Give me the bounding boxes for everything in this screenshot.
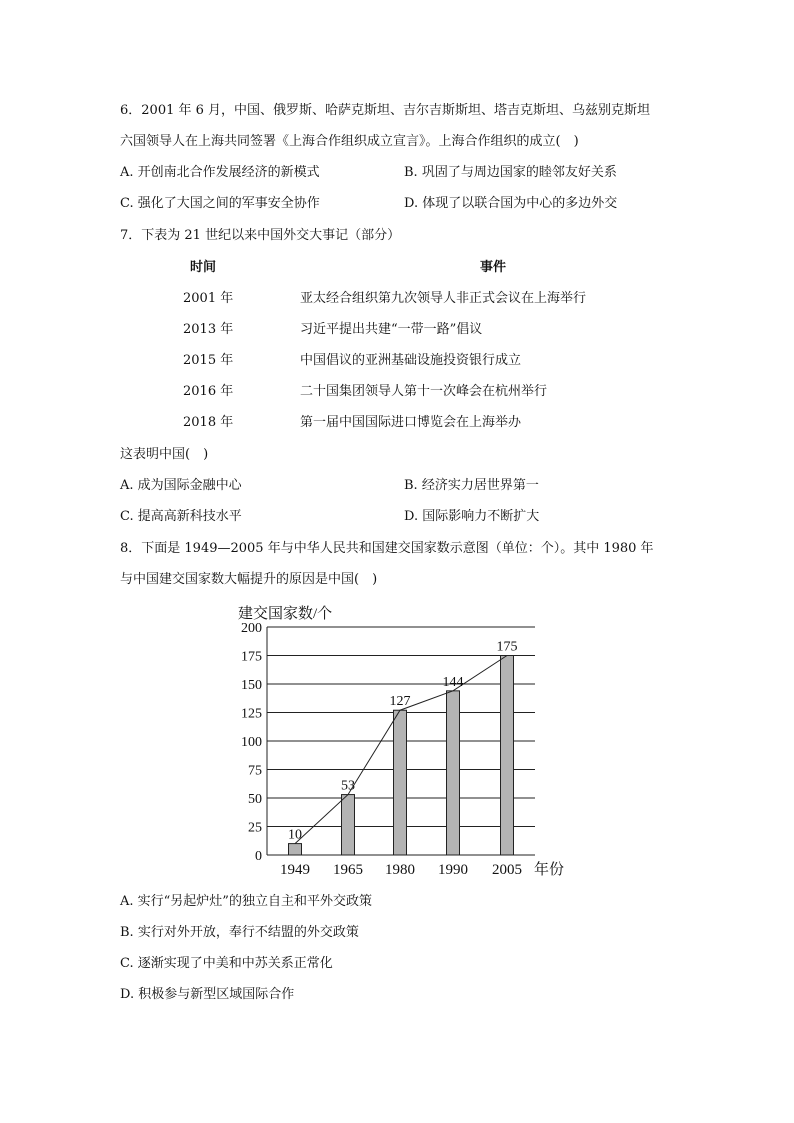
q8-stem-line2: 与中国建交国家数大幅提升的原因是中国( ) [120, 572, 378, 587]
data-label-1990: 144 [442, 674, 464, 690]
data-label-2005: 175 [496, 639, 518, 655]
y-tick-label: 100 [241, 735, 262, 750]
q7-option-d[interactable]: D. 国际影响力不断扩大 [404, 509, 540, 524]
chart-x-ticks [280, 862, 522, 878]
x-tick-label-1980: 1980 [385, 862, 415, 878]
q7-row2-year: 2013 年 [183, 322, 234, 337]
y-tick-label: 200 [241, 621, 262, 636]
y-tick-label: 125 [241, 706, 262, 722]
q8-option-b[interactable]: B. 实行对外开放，奉行不结盟的外交政策 [120, 925, 359, 940]
data-label-1965: 53 [341, 778, 355, 794]
q7-table-header-time: 时间 [190, 260, 217, 275]
q7-row4-year: 2016 年 [183, 384, 234, 399]
q6-option-d[interactable]: D. 体现了以联合国为中心的多边外交 [404, 196, 618, 211]
y-tick-label: 175 [241, 649, 262, 665]
q6-option-b[interactable]: B. 巩固了与周边国家的睦邻友好关系 [404, 165, 617, 180]
bar-1949 [289, 844, 302, 855]
q7-row3-event: 中国倡议的亚洲基础设施投资银行成立 [300, 353, 522, 368]
q7-row3-year: 2015 年 [183, 353, 234, 368]
q7-row2-event: 习近平提出共建“一带一路”倡议 [300, 322, 483, 337]
q8-stem-line1: 8．下面是 1949—2005 年与中华人民共和国建交国家数示意图（单位：个）。其中 1980 年 [120, 541, 654, 556]
y-tick-label: 25 [248, 820, 262, 836]
q8-option-a[interactable]: A. 实行“另起炉灶”的独立自主和平外交政策 [120, 894, 372, 909]
x-tick-label-1949: 1949 [280, 862, 310, 878]
y-tick-label: 0 [255, 849, 262, 864]
q7-option-c[interactable]: C. 提高高新科技水平 [120, 509, 242, 524]
q7-stem: 7．下表为 21 世纪以来中国外交大事记（部分） [120, 228, 401, 243]
diplomatic-relations-chart [220, 596, 580, 886]
chart-bars [289, 656, 514, 856]
q6-stem-line2: 六国领导人在上海共同签署《上海合作组织成立宣言》。上海合作组织的成立( ) [120, 134, 579, 149]
q7-row5-event: 第一届中国国际进口博览会在上海举办 [300, 415, 522, 430]
q7-tail: 这表明中国( ) [120, 447, 209, 462]
x-tick-label-1990: 1990 [438, 862, 468, 878]
y-tick-label: 75 [248, 763, 262, 779]
chart-x-axis-label: 年份 [534, 862, 565, 878]
q7-row4-event: 二十国集团领导人第十一次峰会在杭州举行 [300, 384, 548, 399]
q7-row1-event: 亚太经合组织第九次领导人非正式会议在上海举行 [300, 291, 587, 306]
q6-stem-line1: 6．2001 年 6 月，中国、俄罗斯、哈萨克斯坦、吉尔吉斯斯坦、塔吉克斯坦、乌兹别克斯坦 [120, 103, 651, 118]
bar-2005 [501, 656, 514, 856]
y-tick-label: 150 [241, 678, 262, 693]
q7-row1-year: 2001 年 [183, 291, 234, 306]
bar-1980 [394, 710, 407, 855]
q8-option-c[interactable]: C. 逐渐实现了中美和中苏关系正常化 [120, 956, 333, 971]
chart-y-axis-label: 建交国家数/个 [238, 606, 333, 622]
data-label-1949: 10 [288, 827, 302, 843]
q8-option-d[interactable]: D. 积极参与新型区域国际合作 [120, 987, 295, 1002]
q6-option-a[interactable]: A. 开创南北合作发展经济的新模式 [120, 165, 320, 180]
x-tick-label-2005: 2005 [492, 862, 522, 878]
bar-1990 [447, 691, 460, 855]
q6-option-c[interactable]: C. 强化了大国之间的军事安全协作 [120, 196, 320, 211]
data-label-1980: 127 [389, 694, 411, 710]
q7-option-a[interactable]: A. 成为国际金融中心 [120, 478, 242, 493]
q7-table-header-event: 事件 [480, 260, 507, 275]
q7-option-b[interactable]: B. 经济实力居世界第一 [404, 478, 539, 493]
q7-row5-year: 2018 年 [183, 415, 234, 430]
x-tick-label-1965: 1965 [333, 862, 363, 878]
bar-1965 [342, 795, 355, 855]
chart-y-ticks [241, 621, 262, 864]
y-tick-label: 50 [248, 792, 262, 807]
